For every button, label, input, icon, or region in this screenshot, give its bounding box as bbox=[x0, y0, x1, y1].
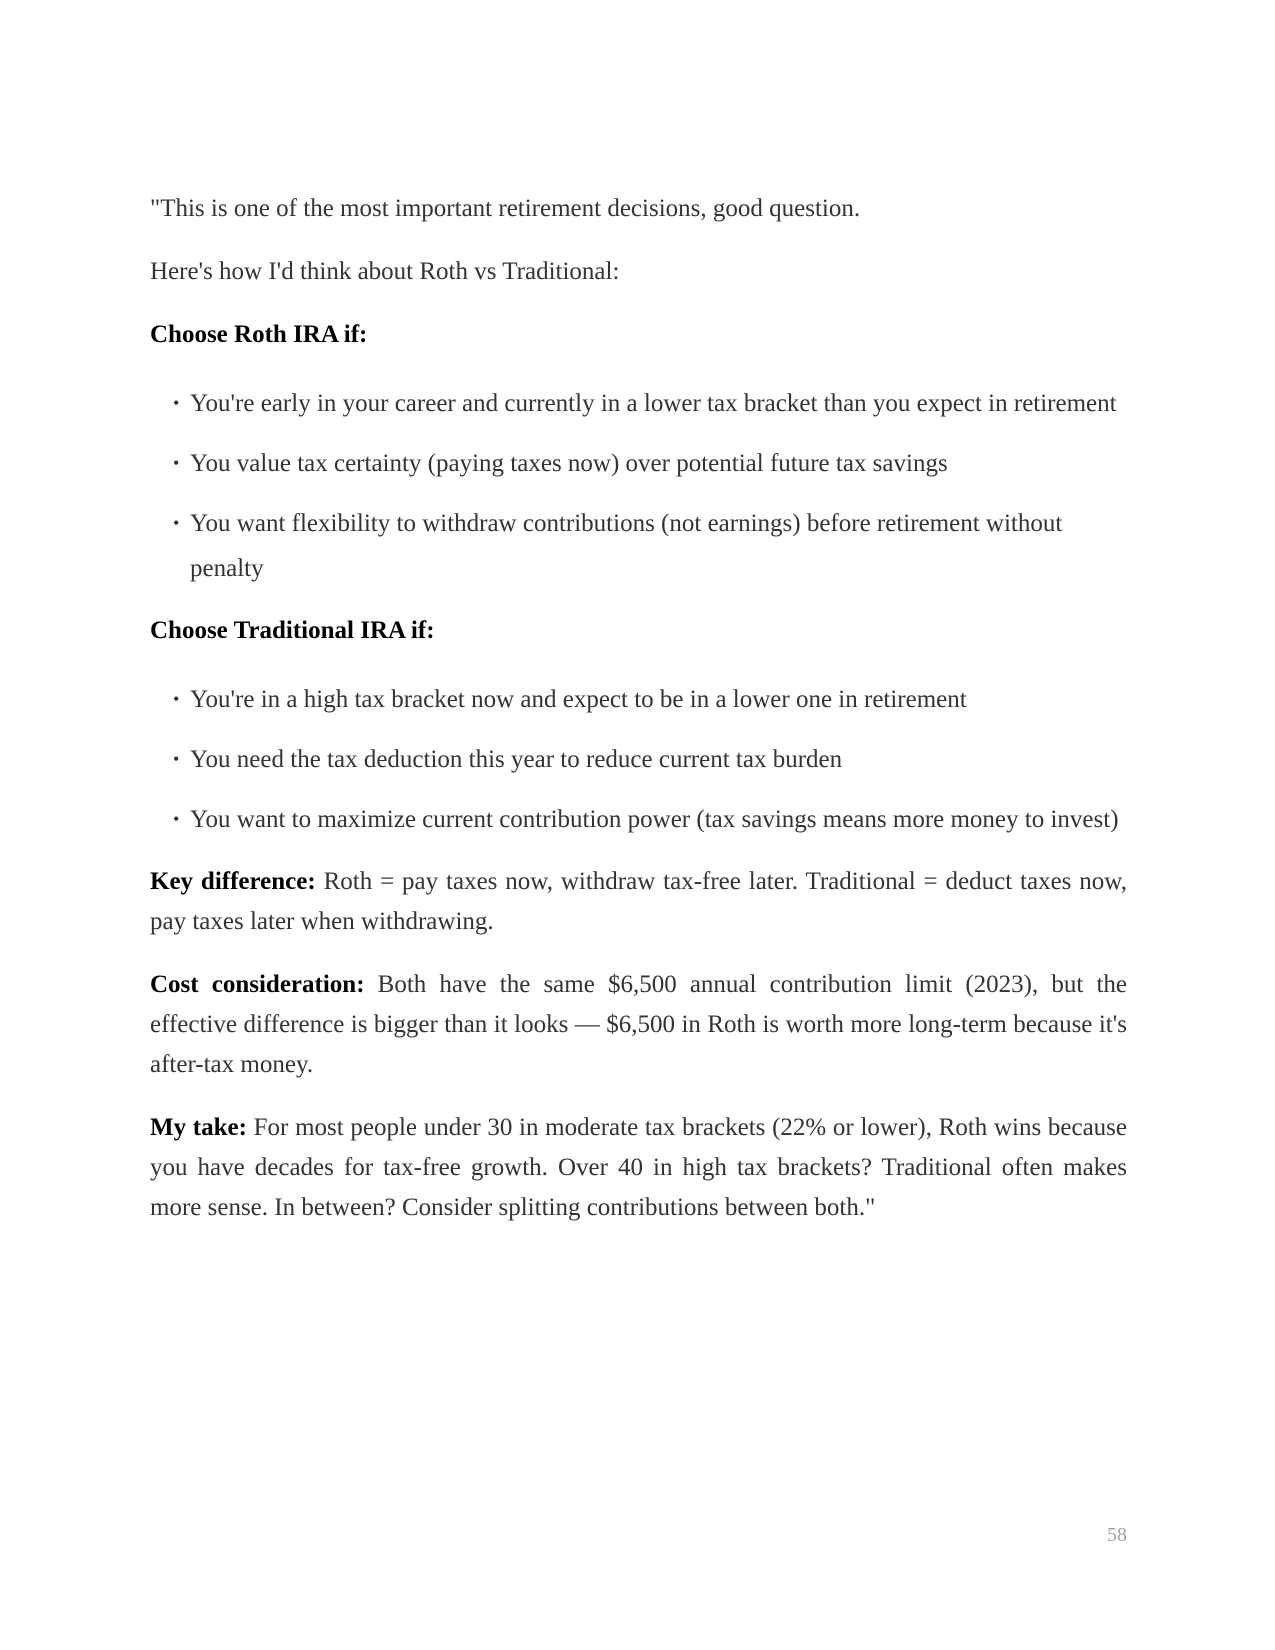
roth-bullet-list bbox=[150, 381, 1127, 591]
list-item bbox=[150, 737, 1127, 782]
bullet-icon: • bbox=[173, 689, 180, 709]
my-take-label: My take: bbox=[150, 1114, 247, 1141]
section-heading-traditional: Choose Traditional IRA if: bbox=[150, 617, 435, 644]
list-item-text: You value tax certainty (paying taxes now) over potential future tax savings bbox=[190, 450, 948, 477]
bullet-icon: • bbox=[173, 513, 180, 533]
bullet-icon: • bbox=[173, 749, 180, 769]
list-item bbox=[150, 677, 1127, 722]
cost-consideration-paragraph bbox=[150, 965, 1127, 1085]
section-heading-roth: Choose Roth IRA if: bbox=[150, 321, 368, 348]
cost-consideration-label: Cost consideration: bbox=[150, 971, 365, 998]
list-item-text: You're in a high tax bracket now and expect to be in a lower one in retirement bbox=[190, 686, 967, 713]
bullet-icon: • bbox=[173, 393, 180, 413]
list-item-text: You want to maximize current contribution power (tax savings means more money to invest) bbox=[190, 806, 1119, 833]
cost-consideration-text: Both have the same $6,500 annual contribution limit (2023), but the effective difference is bigger than it looks — $6,500 in Roth is worth more long-term because it's after-tax money. bbox=[150, 971, 1127, 1078]
bullet-icon: • bbox=[173, 809, 180, 829]
document-page bbox=[150, 189, 1127, 1251]
my-take-paragraph bbox=[150, 1108, 1127, 1228]
list-item bbox=[150, 441, 1127, 486]
list-item-text: You want flexibility to withdraw contributions (not earnings) before retirement without penalty bbox=[190, 510, 1063, 582]
list-item bbox=[150, 501, 1127, 591]
key-difference-text: Roth = pay taxes now, withdraw tax-free later. Traditional = deduct taxes now, pay taxes later when withdrawing. bbox=[150, 868, 1127, 935]
list-item bbox=[150, 797, 1127, 842]
key-difference-label: Key difference: bbox=[150, 868, 316, 895]
list-item-text: You're early in your career and currently in a lower tax bracket than you expect in retirement bbox=[190, 390, 1117, 417]
my-take-text: For most people under 30 in moderate tax brackets (22% or lower), Roth wins because you have decades for tax-free growth. Over 40 in high tax brackets? Traditional often makes more sense. In between? Consider splitting contributions between both." bbox=[150, 1114, 1127, 1221]
lead-in-paragraph: Here's how I'd think about Roth vs Traditional: bbox=[150, 258, 620, 285]
bullet-icon: • bbox=[173, 453, 180, 473]
intro-paragraph: "This is one of the most important retirement decisions, good question. bbox=[150, 195, 861, 222]
list-item bbox=[150, 381, 1127, 426]
page-number: 58 bbox=[1107, 1524, 1127, 1546]
key-difference-paragraph bbox=[150, 862, 1127, 942]
list-item-text: You need the tax deduction this year to reduce current tax burden bbox=[190, 746, 843, 773]
traditional-bullet-list bbox=[150, 677, 1127, 842]
